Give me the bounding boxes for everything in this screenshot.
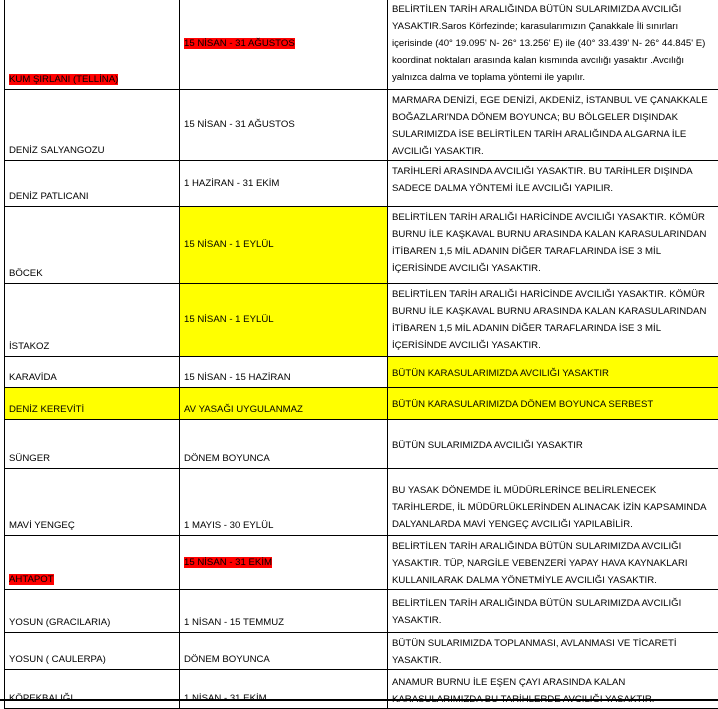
- ban-period: 15 NİSAN - 1 EYLÜL: [180, 207, 388, 284]
- ban-period: 15 NİSAN - 31 EKİM: [184, 557, 272, 568]
- species-cell: [5, 0, 180, 90]
- species-name: DENİZ PATLICANI: [5, 161, 180, 207]
- table-row: [5, 0, 718, 90]
- species-name: [5, 670, 180, 709]
- species-name: KUM ŞIRLANI (TELLİNA): [9, 74, 118, 85]
- description-cell: BÜTÜN KARASULARIMIZDA AVCILIĞI YASAKTIR: [388, 357, 718, 388]
- table-row: [5, 284, 718, 357]
- fishing-ban-table: [4, 0, 718, 709]
- ban-period: DÖNEM BOYUNCA: [180, 420, 388, 469]
- description-cell: BELİRTİLEN TARİH ARALIĞI HARİCİNDE AVCILIĞI YASAKTIR. KÖMÜR BURNU İLE KAŞKAVAL BURNU ARASINDA KALAN KARASULARINDAN İTİBAREN 1,5 MİL ADANIN DİĞER TARAFLARINDA İSE 3 MİL İÇERİSİNDE AVCILIĞI YASAKTIR.: [388, 284, 718, 357]
- ban-period: 1 HAZİRAN - 31 EKİM: [180, 161, 388, 207]
- table-row: [5, 633, 718, 670]
- description-cell: BELİRTİLEN TARİH ARALIĞINDA BÜTÜN SULARIMIZDA AVCILIĞI YASAKTIR.: [388, 590, 718, 633]
- table-row: [5, 670, 718, 709]
- table-row: [5, 420, 718, 469]
- description-cell: MARMARA DENİZİ, EGE DENİZİ, AKDENİZ, İSTANBUL VE ÇANAKKALE BOĞAZLARI'NDA DÖNEM BOYUNCA; BU BÖLGELER DIŞINDAK SULARIMIZDA İSE BELİRTİLEN TARİH ARALIĞINDA ALGARNA İLE AVCILIĞI YASAKTIR.: [388, 90, 718, 161]
- table-row: [5, 207, 718, 284]
- species-name: AHTAPOT: [9, 574, 54, 585]
- description-cell: BELİRTİLEN TARİH ARALIĞINDA BÜTÜN SULARIMIZDA AVCILIĞI YASAKTIR.Saros Körfezinde; karasularımızın Çanakkale İli sınırları içerisinde (40° 19.095' N- 26° 13.256' E) ile (40° 33.439' N- 26° 44.845' E) koordinat noktaları arasında kalan kısmında avcılığı yasaktır .Avcılığı yalnızca dalma ve toplama yöntemi ile yapılır.: [388, 0, 718, 90]
- ban-period: 15 NİSAN - 1 EYLÜL: [180, 284, 388, 357]
- description-cell: BÜTÜN KARASULARIMIZDA DÖNEM BOYUNCA SERBEST: [388, 388, 718, 420]
- ban-period: [180, 670, 388, 709]
- description-cell: BÜTÜN SULARIMIZDA TOPLANMASI, AVLANMASI VE TİCARETİ YASAKTIR.: [388, 633, 718, 670]
- description-cell: BELİRTİLEN TARİH ARALIĞINDA BÜTÜN SULARIMIZDA AVCILIĞI YASAKTIR. TÜP, NARGİLE VEBENZERİ YAPAY HAVA KAYNAKLARI KULLANILARAK DALMA YÖNETMİYLE AVCILIĞI YASAKTIR.: [388, 536, 718, 590]
- table-row: [5, 357, 718, 388]
- description-cell: BU YASAK DÖNEMDE İL MÜDÜRLERİNCE BELİRLENECEK TARİHLERDE, İL MÜDÜRLÜKLERİNDEN ALINACAK İZİN KAPSAMINDA DALYANLARDA MAVİ YENGEÇ AVCILIĞI YAPILABİLİR.: [388, 469, 718, 536]
- table-row: [5, 590, 718, 633]
- ban-period: 1 NİSAN - 15 TEMMUZ: [180, 590, 388, 633]
- table-row: [5, 388, 718, 420]
- table-row: [5, 90, 718, 161]
- species-name: KARAVİDA: [5, 357, 180, 388]
- ban-period: AV YASAĞI UYGULANMAZ: [180, 388, 388, 420]
- description-cell: BÜTÜN SULARIMIZDA AVCILIĞI YASAKTIR: [388, 420, 718, 469]
- species-name: DENİZ KEREVİTİ: [5, 388, 180, 420]
- ban-period: 15 NİSAN - 15 HAZİRAN: [180, 357, 388, 388]
- ban-period: 1 MAYIS - 30 EYLÜL: [180, 469, 388, 536]
- description-cell: BELİRTİLEN TARİH ARALIĞI HARİCİNDE AVCILIĞI YASAKTIR. KÖMÜR BURNU İLE KAŞKAVAL BURNU ARASINDA KALAN KARASULARINDAN İTİBAREN 1,5 MİL ADANIN DİĞER TARAFLARINDA İSE 3 MİL İÇERİSİNDE AVCILIĞI YASAKTIR.: [388, 207, 718, 284]
- species-name: İSTAKOZ: [5, 284, 180, 357]
- ban-period: 15 NİSAN - 31 AĞUSTOS: [180, 90, 388, 161]
- species-name: DENİZ SALYANGOZU: [5, 90, 180, 161]
- period-cell: [180, 536, 388, 590]
- description-cell: TARİHLERİ ARASINDA AVCILIĞI YASAKTIR. BU TARİHLER DIŞINDA SADECE DALMA YÖNTEMİ İLE AVCILIĞI YAPILIR.: [388, 161, 718, 207]
- ban-period: 15 NİSAN - 31 AĞUSTOS: [184, 38, 295, 49]
- species-name: SÜNGER: [5, 420, 180, 469]
- ban-period: DÖNEM BOYUNCA: [180, 633, 388, 670]
- species-cell: [5, 536, 180, 590]
- species-name: YOSUN ( CAULERPA): [5, 633, 180, 670]
- table-row: [5, 469, 718, 536]
- table-row: [5, 161, 718, 207]
- species-name: YOSUN (GRACILARIA): [5, 590, 180, 633]
- species-name: BÖCEK: [5, 207, 180, 284]
- table-row: [5, 536, 718, 590]
- species-name: MAVİ YENGEÇ: [5, 469, 180, 536]
- description-cell: ANAMUR BURNU İLE EŞEN ÇAYI ARASINDA KALAN: [388, 670, 718, 709]
- period-cell: [180, 0, 388, 90]
